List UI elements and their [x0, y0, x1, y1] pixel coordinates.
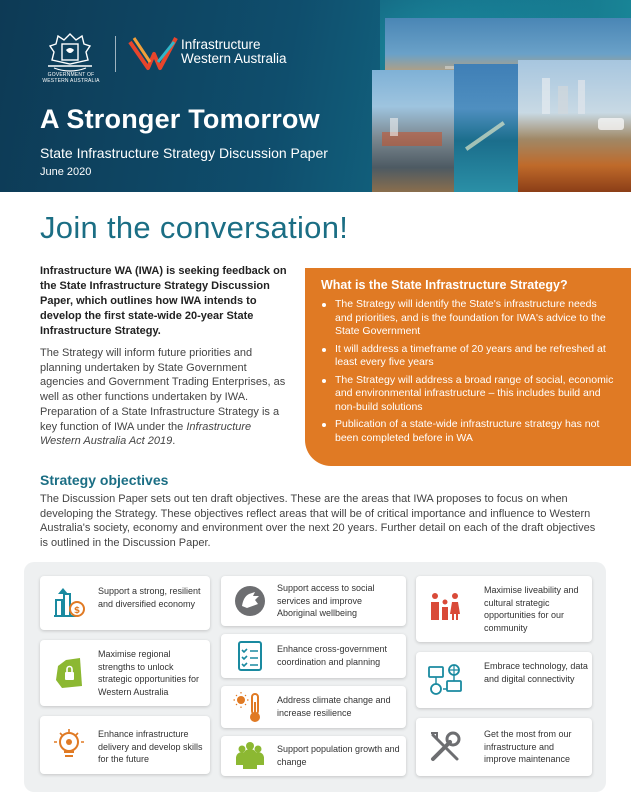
callout-bullet — [321, 374, 617, 415]
act-name: Infrastructure Western Australia Act 2019 — [40, 420, 252, 447]
objectives-intro: The Discussion Paper sets out ten draft objectives. These are the areas that IWA proposes to focus on when developing the Strategy. These objectives reflect areas that will be of critical importance and influence to Western Australia's society, economy and environment over the next 20 years. Further detail on each of the draft objectives is outlined in the Discussion Paper. — [40, 493, 596, 549]
government-caption: GOVERNMENT OF WESTERN AUSTRALIA — [42, 72, 100, 84]
callout-bullet-text: Publication of a state-wide infrastructure strategy has not been completed before in WA — [335, 418, 600, 444]
objective-card — [221, 634, 406, 678]
callout-bullet — [321, 343, 617, 370]
bullet-dot — [322, 348, 326, 352]
callout-bullet-text: It will address a timeframe of 20 years and be refreshed at least every five years — [335, 342, 606, 368]
thermometer-sun-icon — [233, 690, 267, 724]
objective-label: Embrace technology, data and digital connectivity — [484, 661, 588, 684]
objective-card — [40, 576, 210, 630]
page-subtitle: State Infrastructure Strategy Discussion Paper — [40, 145, 328, 161]
wa-map-icon — [52, 656, 86, 690]
objective-label: Support population growth and change — [277, 744, 400, 767]
bullet-dot — [322, 423, 326, 427]
photo-port — [372, 70, 458, 192]
callout-bullet — [321, 298, 617, 339]
checklist-icon — [233, 639, 267, 673]
logo-divider — [115, 36, 116, 72]
objective-label: Maximise regional strengths to unlock strategic opportunities for Western Australia — [98, 649, 200, 697]
lightbulb-gear-icon — [52, 728, 86, 762]
objective-card — [221, 686, 406, 728]
strategy-paragraph: The Strategy will inform future priorities and planning undertaken by State Government agencies and Government Trading Enterprises, as well as other functions undertaken by IWA. — [40, 347, 286, 403]
header-banner — [0, 0, 631, 192]
hand-icon — [233, 584, 267, 618]
bullet-dot — [322, 379, 326, 383]
objective-label: Enhance infrastructure delivery and develop skills for the future — [98, 729, 203, 764]
org-name — [181, 38, 287, 66]
objective-label: Support access to social services and improve Aboriginal wellbeing — [277, 583, 375, 618]
act-paragraph — [40, 405, 290, 449]
objective-label: Enhance cross-government coordination and planning — [277, 644, 388, 667]
callout-bullet-text: The Strategy will address a broad range of social, economic and environmental infrastructure – this includes build and non-build solutions — [335, 373, 614, 413]
join-heading: Join the conversation! — [40, 210, 349, 245]
objective-card — [40, 716, 210, 774]
objective-card — [221, 736, 406, 776]
family-icon — [428, 590, 462, 624]
objective-card — [40, 640, 210, 706]
callout-bullet — [321, 418, 617, 445]
photo-city-and-outback — [518, 60, 631, 192]
org-name-line1: Infrastructure — [181, 37, 261, 52]
objective-card — [221, 576, 406, 626]
objective-label: Address climate change and increase resilience — [277, 695, 391, 718]
objective-label: Get the most from our infrastructure and improve maintenance — [484, 729, 572, 764]
tools-icon — [428, 730, 462, 764]
objective-card — [416, 576, 592, 642]
objective-card — [416, 718, 592, 776]
page-title: A Stronger Tomorrow — [40, 104, 320, 134]
intro-paragraph: Infrastructure WA (IWA) is seeking feedback on the State Infrastructure Strategy Discussion Paper, which outlines how IWA intends to develop the first state-wide 20-year State Infrastructure Strategy. — [40, 265, 287, 337]
strategy-callout — [305, 268, 631, 466]
act-paragraph-end: . — [172, 435, 176, 447]
bullet-dot — [322, 303, 326, 307]
act-paragraph-text: Preparation of a State Infrastructure Strategy is a key function of IWA under the — [40, 406, 280, 433]
objective-card — [416, 652, 592, 708]
callout-bullet-text: The Strategy will identify the State's infrastructure needs and priorities, and is the foundation for IWA's advice to the State Government — [335, 298, 606, 337]
connected-devices-icon — [428, 663, 462, 697]
org-name-line2: Western Australia — [181, 51, 287, 66]
publication-date: June 2020 — [40, 166, 92, 178]
objective-label: Support a strong, resilient and diversified economy — [98, 586, 201, 609]
callout-title: What is the State Infrastructure Strategy? — [321, 278, 568, 292]
objective-label: Maximise liveability and cultural strategic opportunities for our community — [484, 585, 579, 633]
photo-coastline — [454, 64, 518, 192]
objectives-heading: Strategy objectives — [40, 472, 169, 488]
economy-icon — [52, 586, 86, 620]
svg-text:$: $ — [73, 606, 81, 616]
callout-bullet-list — [321, 298, 617, 445]
people-group-icon — [233, 739, 267, 773]
iwa-logo-mark — [128, 34, 178, 72]
